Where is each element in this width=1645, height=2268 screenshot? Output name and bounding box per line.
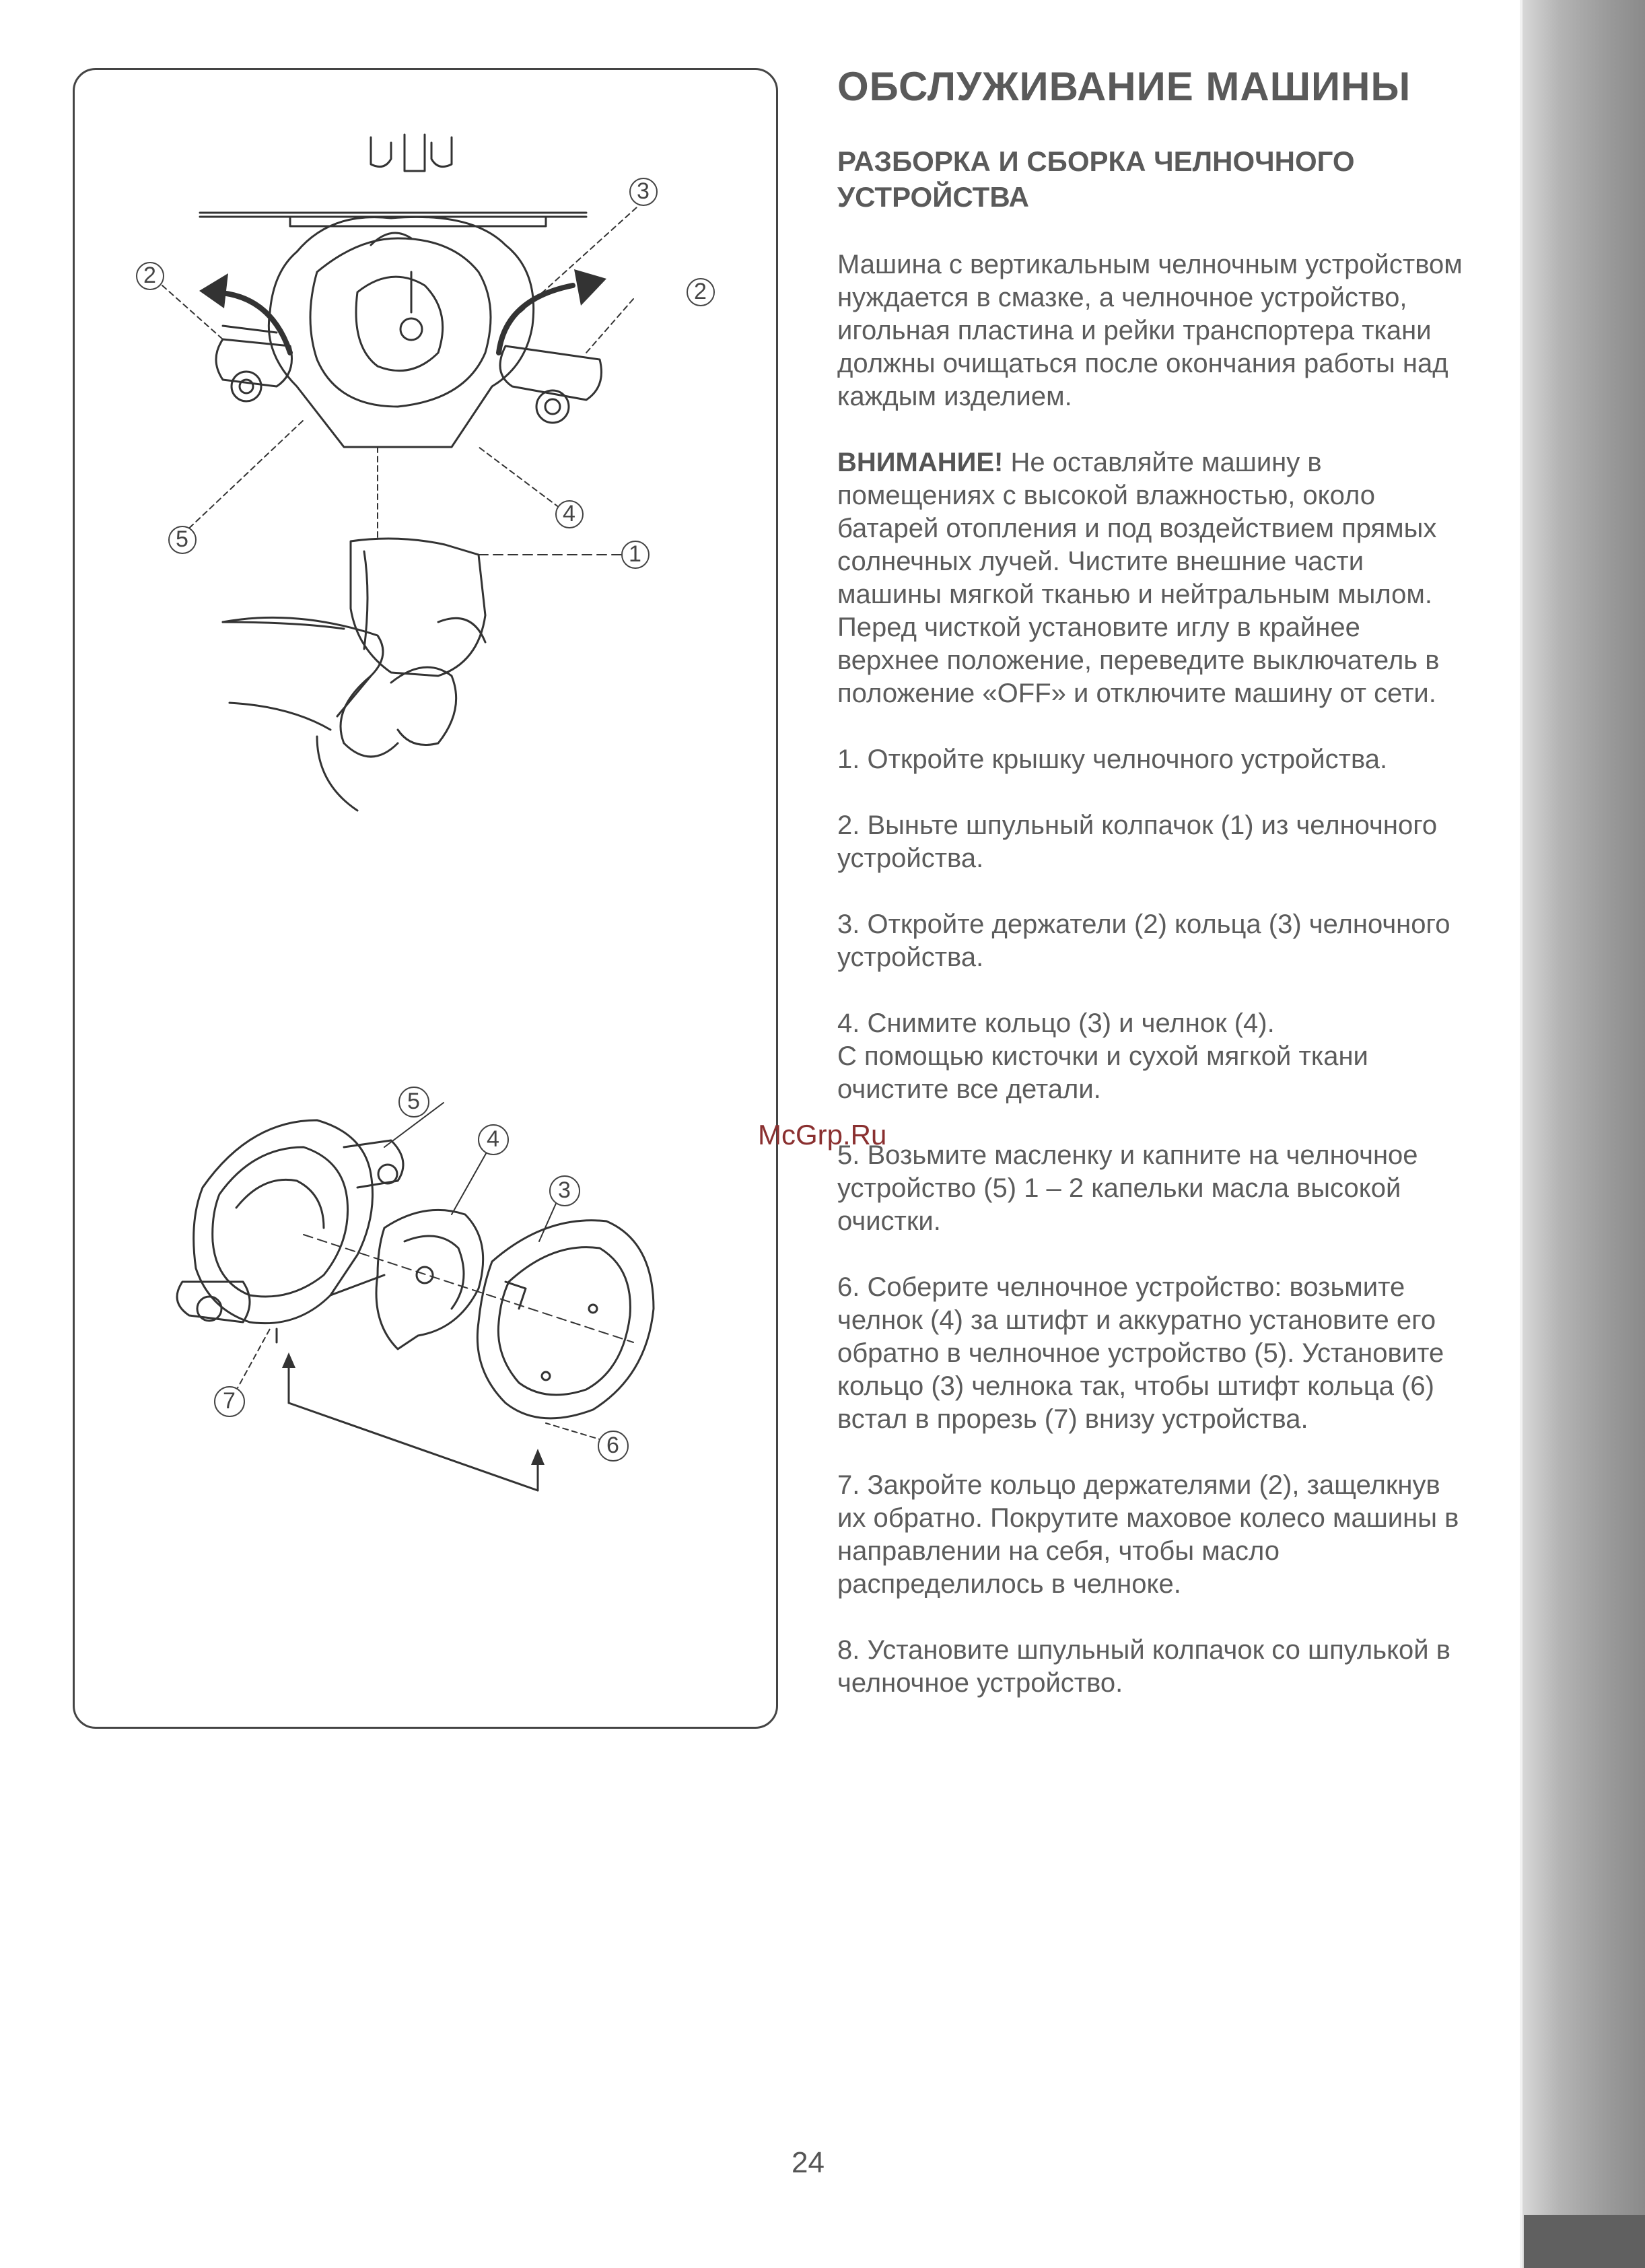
warning-text: Не оставляйте машину в помещениях с высокой влажностью, около батарей отопления и под воздействием прямых солнечных лучей. Чистите внешние части машины мягкой тканью и нейтральным мылом. Перед чисткой установите иглу в крайнее верхнее положение, переведите выключатель в положение «OFF» и отключите машину от сети. <box>837 448 1440 708</box>
callout-1-top: 1 <box>629 541 641 567</box>
step-4: 4. Снимите кольцо (3) и челнок (4). С помощью кисточки и сухой мягкой ткани очистите все детали. <box>837 1008 1368 1104</box>
section-subtitle: РАЗБОРКА И СБОРКА ЧЕЛНОЧНОГО УСТРОЙСТВА <box>837 145 1355 213</box>
watermark: McGrp.Ru <box>758 1119 887 1150</box>
illustration-panel <box>73 68 778 1729</box>
hook-assembly-illustration <box>75 70 780 1731</box>
callout-2-right: 2 <box>694 279 707 304</box>
step-8: 8. Установите шпульный колпачок со шпулькой в челночное устройство. <box>837 1635 1450 1698</box>
callout-3-bottom: 3 <box>558 1177 571 1203</box>
instructions-column <box>837 65 1524 1733</box>
warning-paragraph <box>837 446 1524 710</box>
step-5: 5. Возьмите масленку и капните на челночное устройство (5) 1 – 2 капельки масла высокой очистки. <box>837 1140 1418 1236</box>
callout-6-bottom: 6 <box>606 1433 619 1458</box>
step-2: 2. Выньте шпульный колпачок (1) из челночного устройства. <box>837 811 1438 873</box>
step-7: 7. Закройте кольцо держателями (2), защелкнув их обратно. Покрутите маховое колесо машины в направлении на себя, чтобы масло распределилось в челноке. <box>837 1470 1459 1599</box>
warning-heading: ВНИМАНИЕ! <box>837 448 1004 477</box>
page-title: ОБСЛУЖИВАНИЕ МАШИНЫ <box>837 64 1411 109</box>
page-edge-corner <box>1524 2215 1645 2268</box>
step-1: 1. Откройте крышку челночного устройства. <box>837 745 1388 774</box>
callout-2-left: 2 <box>143 263 156 288</box>
callout-4-bottom: 4 <box>487 1126 499 1152</box>
callout-5-top: 5 <box>176 526 188 552</box>
callout-4-top: 4 <box>563 501 575 526</box>
callout-7-bottom: 7 <box>223 1388 236 1414</box>
callout-5-bottom: 5 <box>407 1089 420 1114</box>
callout-3-top: 3 <box>637 178 650 204</box>
page-edge-shadow <box>1523 0 1645 2268</box>
step-3: 3. Откройте держатели (2) кольца (3) челночного устройства. <box>837 909 1450 972</box>
step-6: 6. Соберите челночное устройство: возьмите челнок (4) за штифт и аккуратно установите его обратно в челночное устройство (5). Установите кольцо (3) челнока так, чтобы штифт кольца (6) встал в прорезь (7) внизу устройства. <box>837 1272 1444 1434</box>
page-number: 24 <box>792 2146 825 2179</box>
intro-paragraph: Машина с вертикальным челночным устройством нуждается в смазке, а челночное устройство, игольная пластина и рейки транспортера ткани должны очищаться после окончания работы над каждым изделием. <box>837 250 1463 411</box>
